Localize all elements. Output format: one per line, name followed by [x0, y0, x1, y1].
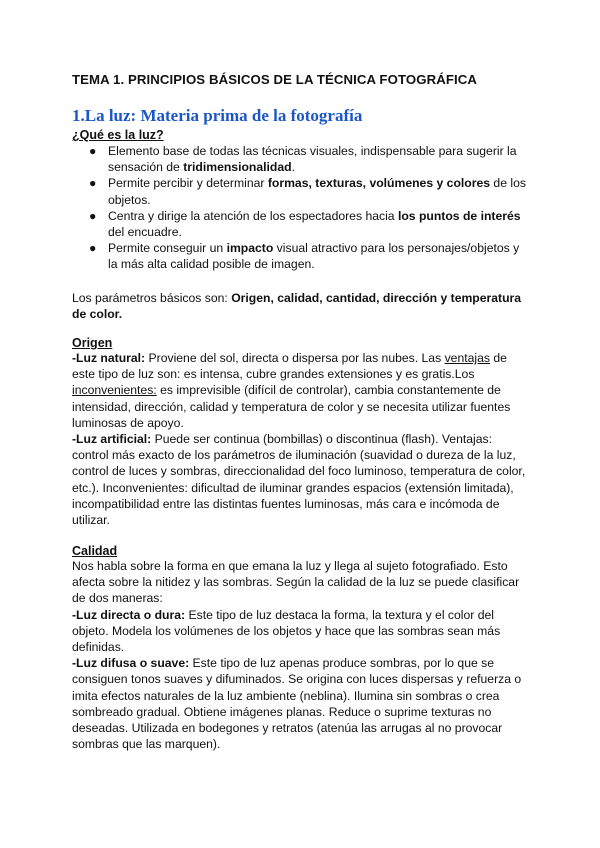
parameters-emphasis: Origen, calidad, cantidad, dirección y temperatura de color. [72, 291, 522, 322]
bullet-text: Elemento base de todas las técnicas visuales, indispensable para sugerir la sensación de [108, 144, 517, 175]
question-heading: ¿Qué es la luz? [72, 128, 164, 142]
origen-heading: Origen [72, 336, 113, 350]
list-item [72, 175, 528, 207]
bullet-text: del encuadre. [108, 225, 182, 240]
paragraph-text: Este tipo de luz apenas produce sombras, por lo que se consiguen tonos suaves y difuminados. Se origina con luces dispersas y refuerza o imita efectos naturales de la luz ambiente (neblina). Ilumina sin sombras o crea sombreado gradual. Obtiene imágenes planas. Reduce o suprime texturas no deseadas. Utilizada en bodegones y retratos (atenúa las arrugas al no provocar sombras que las marquen). [72, 656, 522, 752]
paragraph-text: es imprevisible (difícil de controlar), cambia constantemente de intensidad, dirección, calidad y temperatura de color y se necesita utilizar fuentes luminosas de apoyo. [72, 383, 511, 430]
calidad-heading: Calidad [72, 544, 118, 558]
paragraph-text: Puede ser continua (bombillas) o discontinua (flash). Ventajas: control más exacto de los parámetros de iluminación (suavidad o dureza de la luz, control de luces y sombras, direccionalidad del foco luminoso, temperatura de color, etc.). Inconvenientes: dificultad de iluminar grandes espacios (extensión limitada), incompatibilidad entre las distintas fuentes luminosas, más cara e incómoda de utilizar. [72, 432, 526, 528]
calidad-intro: Nos habla sobre la forma en que emana la luz y llega al sujeto fotografiado. Esto afecta sobre la nitidez y las sombras. Según la calidad de la luz se puede clasificar de dos maneras: [72, 559, 520, 606]
paragraph-text: de este tipo de luz son: es intensa, cubre grandes extensiones y es gratis.Los [72, 351, 507, 382]
bullet-text: de los objetos. [108, 176, 526, 207]
list-item [72, 208, 528, 240]
section-heading: 1.La luz: Materia prima de la fotografía [72, 106, 363, 125]
ventajas-underlined: ventajas [444, 351, 490, 365]
luz-difusa-label: -Luz difusa o suave: [72, 656, 190, 671]
luz-artificial-paragraph [72, 431, 528, 528]
inconvenientes-underlined: inconvenientes: [72, 383, 157, 398]
list-item [72, 240, 528, 272]
paragraph-text: Este tipo de luz destaca la forma, la textura y el color del objeto. Modela los volúmenes de los objetos y hace que las sombras sean más definidas. [72, 607, 501, 655]
luz-difusa-paragraph [72, 655, 528, 752]
list-item [72, 143, 528, 175]
calidad-body [72, 558, 528, 752]
bullet-text: Permite conseguir un [108, 241, 227, 256]
bullet-text: visual atractivo para los personajes/objetos y la más alta calidad posible de imagen. [108, 241, 520, 272]
luz-natural-label: -Luz natural: [72, 351, 146, 365]
luz-natural-paragraph [72, 350, 528, 431]
luz-directa-paragraph [72, 607, 528, 656]
luz-directa-label: -Luz directa o dura: [72, 607, 186, 622]
bullet-icon: ● [89, 208, 97, 223]
bullet-list [72, 143, 528, 273]
parameters-paragraph [72, 290, 528, 322]
bullet-emphasis: tridimensionalidad [183, 160, 292, 175]
bullet-text: Centra y dirige la atención de los espectadores hacia [108, 208, 398, 223]
bullet-emphasis: formas, texturas, volúmenes y colores [267, 176, 491, 191]
bullet-emphasis: los puntos de interés [397, 208, 521, 223]
bullet-text: . [291, 160, 295, 175]
bullet-emphasis: impacto [226, 241, 274, 256]
document-title: TEMA 1. PRINCIPIOS BÁSICOS DE LA TÉCNICA FOTOGRÁFICA [72, 72, 477, 87]
paragraph-text: Proviene del sol, directa o dispersa por las nubes. Las [145, 351, 445, 365]
bullet-icon: ● [89, 241, 97, 256]
bullet-text: Permite percibir y determinar [108, 176, 268, 191]
bullet-icon: ● [89, 176, 97, 191]
origen-body [72, 350, 528, 528]
parameters-text: Los parámetros básicos son: [72, 291, 232, 305]
luz-artificial-label: -Luz artificial: [72, 432, 152, 447]
bullet-icon: ● [89, 144, 97, 158]
